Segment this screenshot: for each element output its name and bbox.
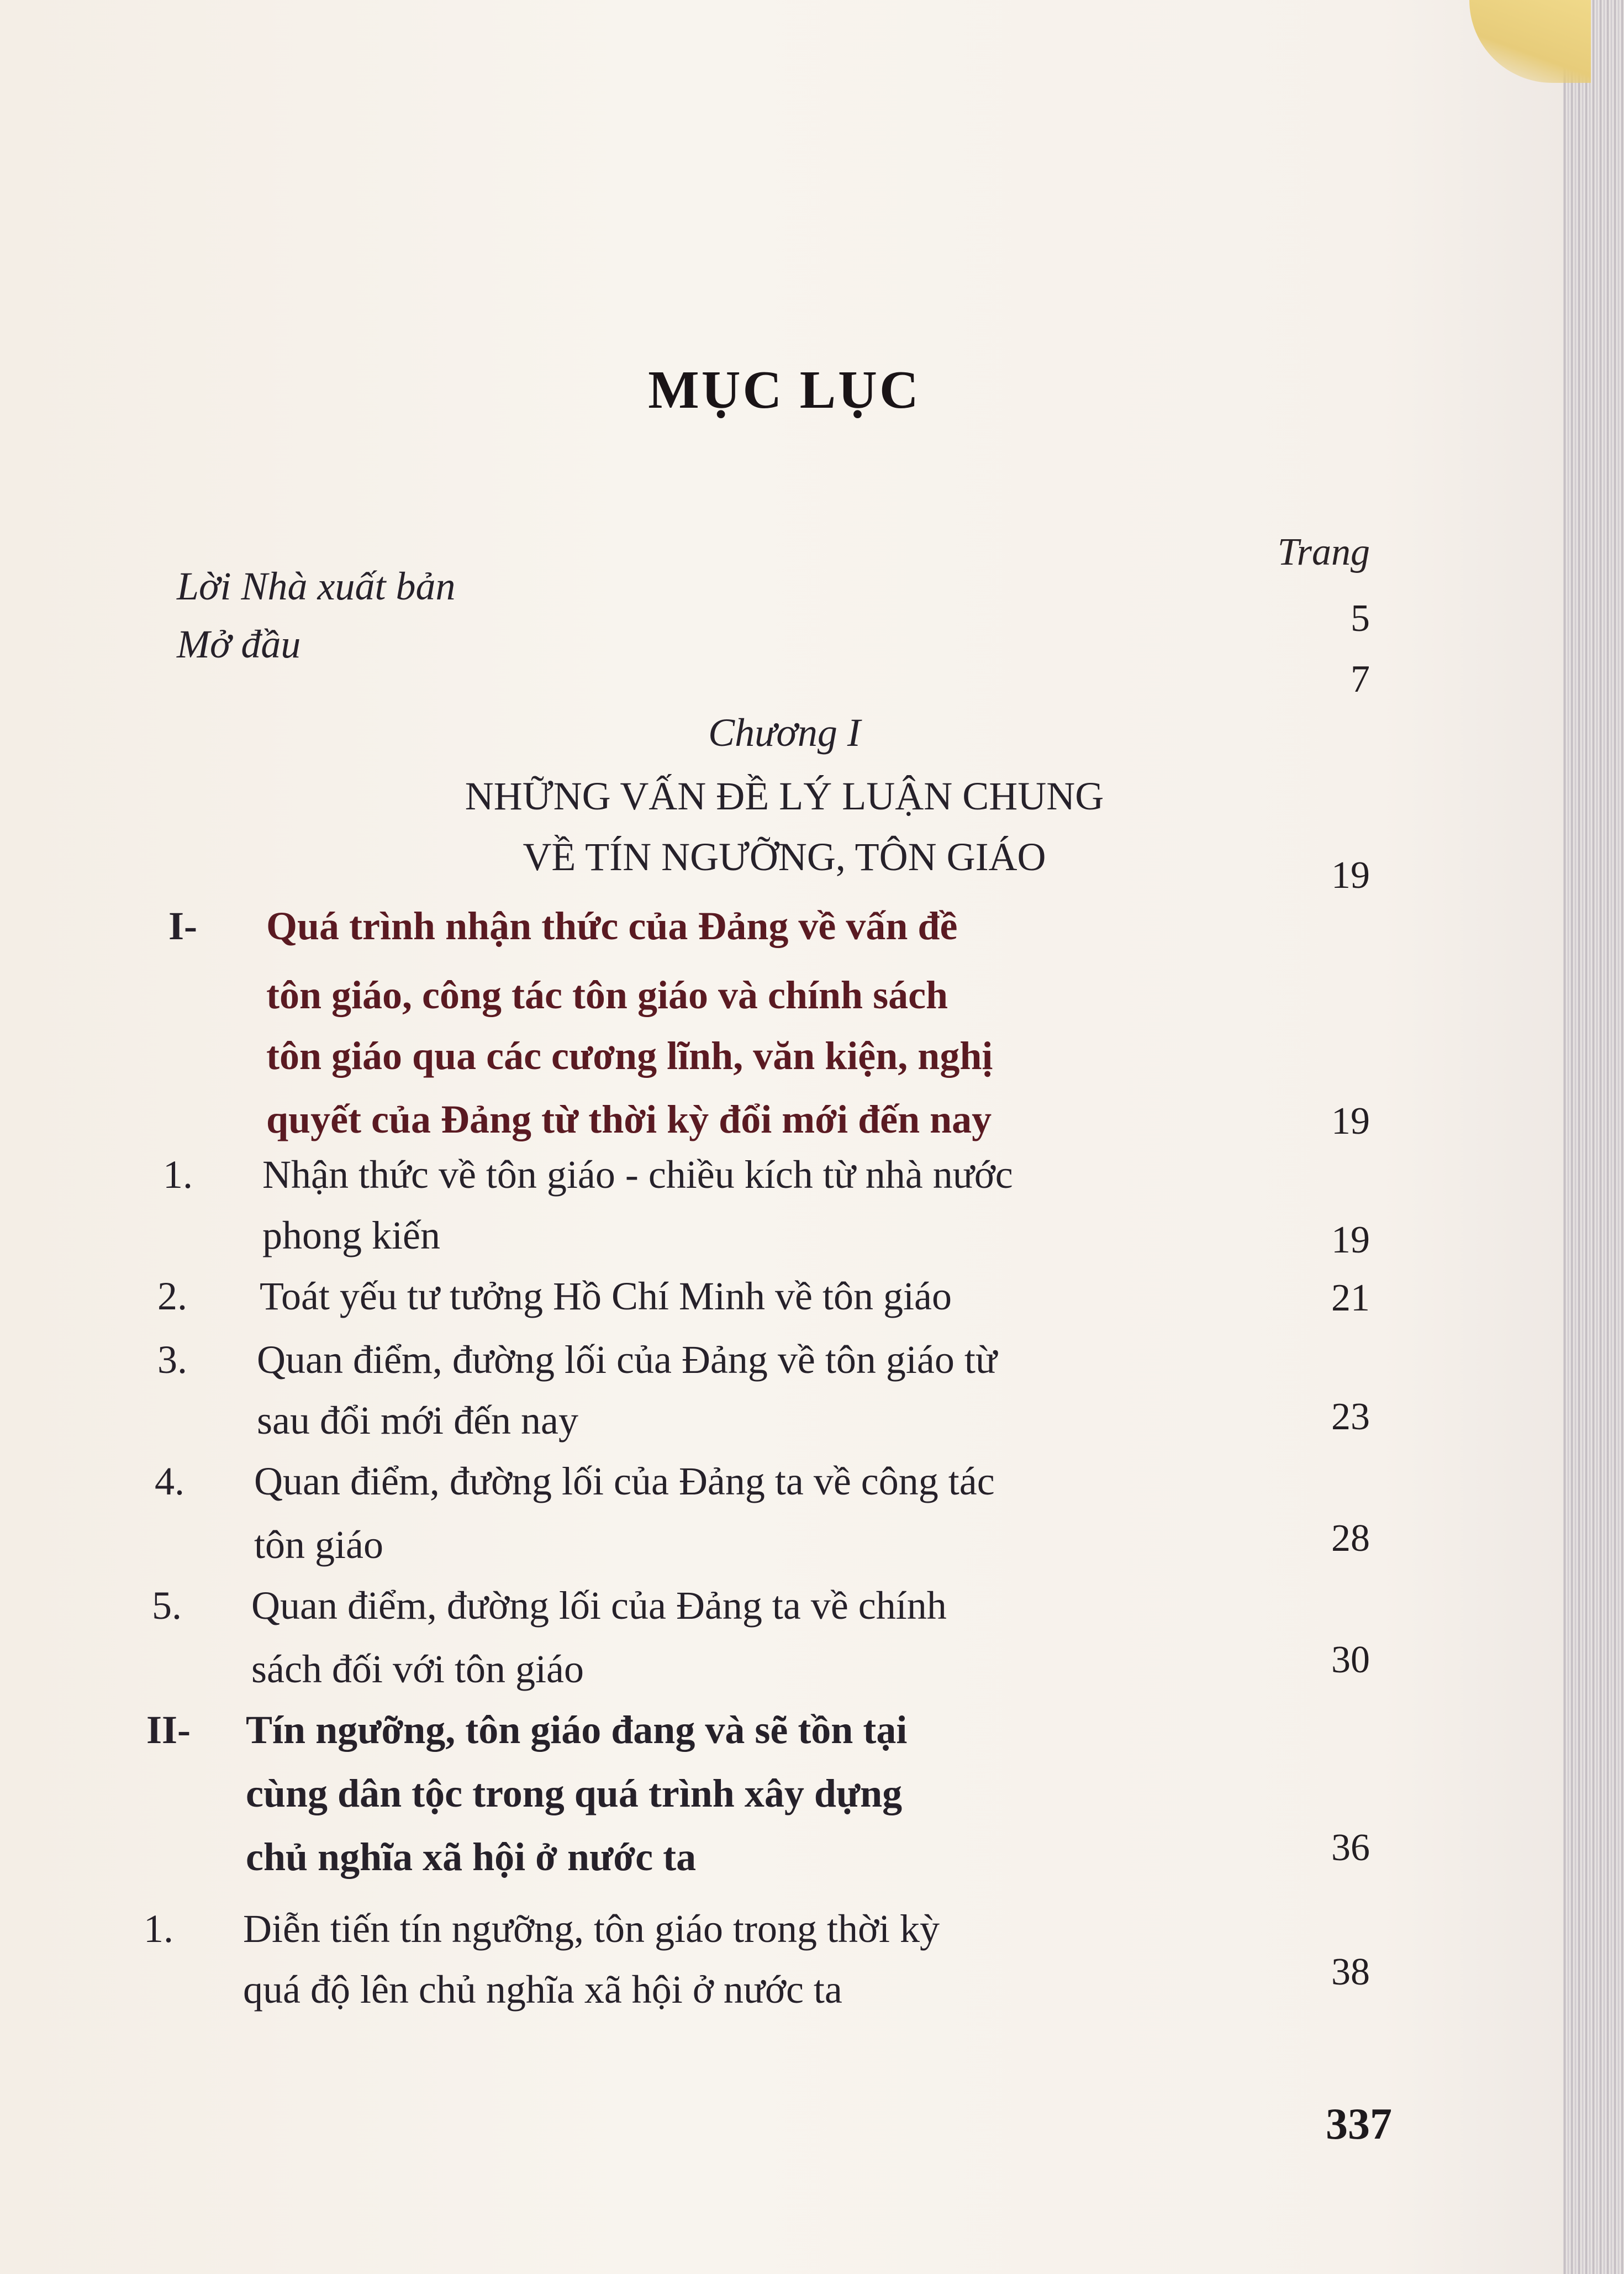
section-line: Quá trình nhận thức của Đảng về vấn đề [266, 904, 958, 948]
section-line: tôn giáo, công tác tôn giáo và chính sách [266, 973, 948, 1017]
toc-item-page: 28 [1331, 1517, 1370, 1560]
toc-item-line: Quan điểm, đường lối của Đảng về tôn giáo từ [257, 1338, 997, 1382]
toc-item-line: quá độ lên chủ nghĩa xã hội ở nước ta [243, 1967, 842, 2012]
section-number: I- [168, 904, 197, 948]
section-line: Tín ngưỡng, tôn giáo đang và sẽ tồn tại [246, 1708, 908, 1752]
toc-item-line: sau đổi mới đến nay [257, 1398, 578, 1443]
toc-item-page: 30 [1331, 1639, 1370, 1681]
section-page: 36 [1331, 1826, 1370, 1869]
section-line: tôn giáo qua các cương lĩnh, văn kiện, nghị [266, 1034, 993, 1078]
section-line: cùng dân tộc trong quá trình xây dựng [246, 1771, 903, 1815]
chapter-title-line-1: NHỮNG VẤN ĐỀ LÝ LUẬN CHUNG [465, 774, 1104, 818]
chapter-name: Chương I [708, 710, 861, 755]
section-number: II- [146, 1708, 191, 1752]
page-number: 337 [1326, 2100, 1392, 2149]
section-line: chủ nghĩa xã hội ở nước ta [246, 1835, 697, 1879]
toc-item-number: 1. [163, 1152, 193, 1197]
toc-item-number: 5. [152, 1583, 182, 1628]
toc-item-line: Diễn tiến tín ngưỡng, tôn giáo trong thời kỳ [243, 1907, 940, 1951]
toc-item-number: 2. [157, 1274, 187, 1318]
toc-item-number: 3. [157, 1338, 187, 1382]
toc-entry-publisher-note: Lời Nhà xuất bản [177, 564, 456, 608]
toc-item-page: 38 [1331, 1951, 1370, 1993]
corner-fold [1469, 0, 1591, 83]
section-page: 19 [1331, 1100, 1370, 1143]
toc-item-page: 21 [1331, 1277, 1370, 1319]
toc-item-line: Nhận thức về tôn giáo - chiều kích từ nhà nước [262, 1152, 1013, 1197]
toc-entry-introduction: Mở đầu [177, 622, 301, 666]
toc-entry-publisher-note-page: 5 [1351, 597, 1370, 640]
toc-item-line: Toát yếu tư tưởng Hồ Chí Minh về tôn giáo [260, 1274, 952, 1318]
toc-item-number: 1. [144, 1907, 173, 1951]
chapter-title-line-2: VỀ TÍN NGƯỠNG, TÔN GIÁO [523, 835, 1046, 879]
toc-item-number: 4. [155, 1459, 184, 1503]
toc-item-line: Quan điểm, đường lối của Đảng ta về công tác [254, 1459, 995, 1503]
toc-item-page: 19 [1331, 1219, 1370, 1261]
chapter-page: 19 [1331, 854, 1370, 897]
toc-item-line: phong kiến [262, 1213, 440, 1257]
toc-item-line: tôn giáo [254, 1523, 383, 1567]
toc-entry-introduction-page: 7 [1351, 658, 1370, 701]
page-title: MỤC LỤC [648, 360, 921, 420]
toc-item-line: sách đối với tôn giáo [251, 1647, 584, 1691]
toc-item-line: Quan điểm, đường lối của Đảng ta về chính [251, 1583, 947, 1628]
section-line: quyết của Đảng từ thời kỳ đổi mới đến nay [266, 1097, 992, 1141]
page-column-header: Trang [1277, 531, 1370, 573]
page-edge [1563, 0, 1624, 2274]
toc-item-page: 23 [1331, 1396, 1370, 1438]
